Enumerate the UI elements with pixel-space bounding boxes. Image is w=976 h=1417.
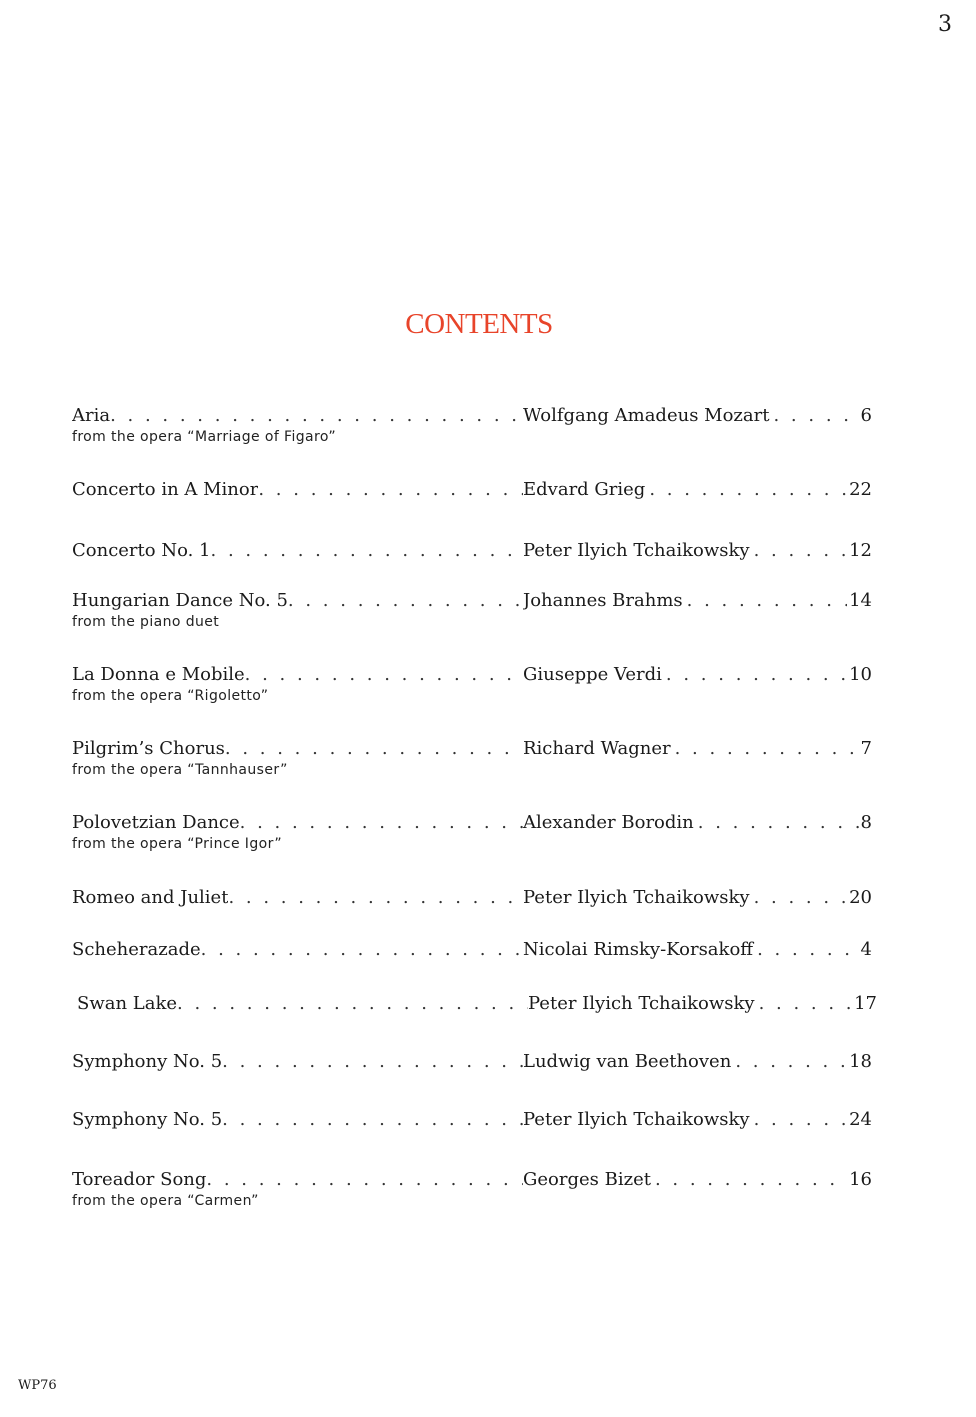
entry-title: Polovetzian Dance bbox=[72, 812, 240, 833]
entry-title: Symphony No. 5 bbox=[72, 1051, 223, 1072]
entry-page: 24 bbox=[849, 1109, 872, 1130]
contents-entry[interactable] bbox=[72, 479, 872, 501]
contents-entry[interactable] bbox=[72, 664, 872, 704]
entry-page: 20 bbox=[849, 887, 872, 908]
entry-title: Romeo and Juliet bbox=[72, 887, 229, 908]
entry-page: 16 bbox=[849, 1169, 872, 1190]
entry-composer: Peter Ilyich Tchaikowsky bbox=[523, 887, 754, 909]
entry-title: Aria bbox=[72, 405, 111, 426]
entry-page: 10 bbox=[849, 664, 872, 685]
entry-subtitle: from the opera “Carmen” bbox=[72, 1193, 259, 1209]
entry-subtitle: from the opera “Tannhauser” bbox=[72, 762, 288, 778]
contents-entry[interactable] bbox=[72, 887, 872, 909]
entry-page: 4 bbox=[860, 939, 872, 960]
entry-page: 14 bbox=[849, 590, 872, 611]
entry-title: Pilgrim’s Chorus bbox=[72, 738, 225, 759]
entry-title: Scheherazade bbox=[72, 939, 201, 960]
entry-subtitle: from the opera “Prince Igor” bbox=[72, 836, 282, 852]
entry-page: 22 bbox=[849, 479, 872, 500]
contents-entry[interactable] bbox=[72, 540, 872, 562]
entry-title: Symphony No. 5 bbox=[72, 1109, 223, 1130]
entry-composer: Richard Wagner bbox=[523, 738, 675, 760]
page-number: 3 bbox=[938, 12, 952, 37]
entry-composer: Peter Ilyich Tchaikowsky bbox=[523, 1109, 754, 1131]
entry-title: La Donna e Mobile bbox=[72, 664, 245, 685]
contents-entry[interactable] bbox=[72, 1109, 872, 1131]
entry-composer: Johannes Brahms bbox=[523, 590, 687, 612]
entry-subtitle: from the opera “Rigoletto” bbox=[72, 688, 269, 704]
entry-title: Concerto in A Minor bbox=[72, 479, 259, 500]
entry-page: 12 bbox=[849, 540, 872, 561]
entry-composer: Wolfgang Amadeus Mozart bbox=[523, 405, 773, 427]
entry-composer: Peter Ilyich Tchaikowsky bbox=[528, 993, 759, 1015]
page-title: CONTENTS bbox=[405, 308, 553, 340]
entry-composer: Edvard Grieg bbox=[523, 479, 649, 501]
catalog-code: WP76 bbox=[18, 1378, 57, 1393]
contents-entry[interactable] bbox=[72, 405, 872, 445]
entry-page: 17 bbox=[854, 993, 877, 1014]
entry-composer: Peter Ilyich Tchaikowsky bbox=[523, 540, 754, 562]
entry-composer: Ludwig van Beethoven bbox=[523, 1051, 735, 1073]
contents-entry[interactable] bbox=[72, 939, 872, 961]
entry-page: 18 bbox=[849, 1051, 872, 1072]
entry-page: 8 bbox=[860, 812, 872, 833]
contents-entry[interactable] bbox=[72, 590, 872, 630]
entry-composer: Giuseppe Verdi bbox=[523, 664, 666, 686]
contents-entry[interactable] bbox=[72, 738, 872, 778]
entry-title: Swan Lake bbox=[77, 993, 178, 1014]
contents-entry[interactable] bbox=[72, 812, 872, 852]
contents-entry[interactable] bbox=[72, 1051, 872, 1073]
entry-title: Toreador Song bbox=[72, 1169, 207, 1190]
entry-subtitle: from the opera “Marriage of Figaro” bbox=[72, 429, 337, 445]
entry-title: Hungarian Dance No. 5 bbox=[72, 590, 288, 611]
entry-subtitle: from the piano duet bbox=[72, 614, 220, 630]
entry-composer: Alexander Borodin bbox=[523, 812, 698, 834]
entry-page: 7 bbox=[860, 738, 872, 759]
contents-entry[interactable] bbox=[77, 993, 877, 1015]
entry-composer: Nicolai Rimsky-Korsakoff bbox=[523, 939, 757, 961]
entry-page: 6 bbox=[860, 405, 872, 426]
entry-composer: Georges Bizet bbox=[523, 1169, 655, 1191]
contents-entry[interactable] bbox=[72, 1169, 872, 1209]
entry-title: Concerto No. 1 bbox=[72, 540, 211, 561]
